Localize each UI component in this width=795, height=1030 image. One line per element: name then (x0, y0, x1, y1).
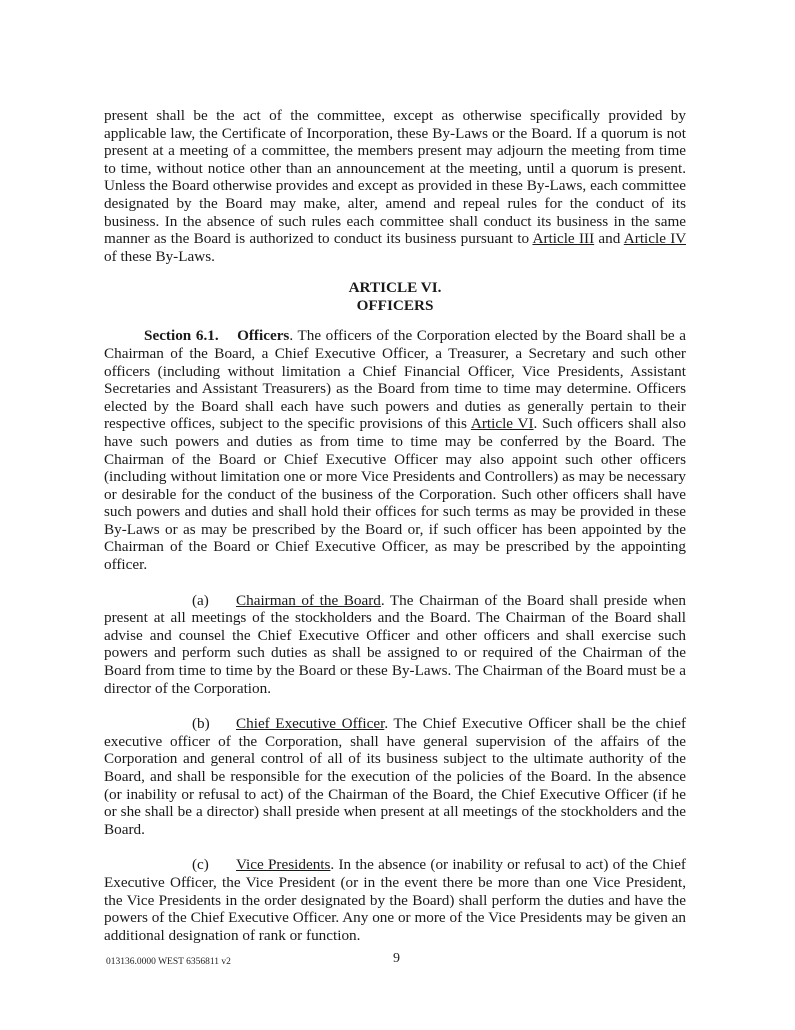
paragraph-text: present shall be the act of the committee, except as otherwise specifically provided by applicable law, the Certificate of Incorporation, these By-Laws or the Board. If a quorum is not present at a meeting of a committee, the members present may adjourn the meeting from time to time, without notice other than an announcement at the meeting, until a quorum is present. Unless the Board otherwise provides and except as provided in these By-Laws, each committee designated by the Board may make, alter, amend and repeal rules for the conduct of its business. In the absence of such rules each committee shall conduct its business in the same manner as the Board is authorized to conduct its business pursuant to (104, 107, 686, 248)
subsection-title: Chief Executive Officer (236, 715, 385, 733)
paragraph-text: . The Chief Executive Officer shall be the chief executive officer of the Corporation, shall have general supervision of the affairs of the Corporation and general control of all of its business subject to the ultimate authority of the Board, and shall be responsible for the execution of the policies of the Board. In the absence (or inability or refusal to act) of the Chairman of the Board, the Chief Executive Officer (if he or she shall be a director) shall preside when present at all meetings of the stockholders and the Board. (104, 715, 686, 838)
subsection-c-paragraph (104, 856, 686, 944)
subsection-letter: (c) (192, 856, 209, 874)
subsection-title: Vice Presidents (236, 856, 331, 874)
document-page (104, 107, 686, 944)
article-title: OFFICERS (356, 297, 434, 315)
article-iv-reference: Article IV (623, 230, 686, 248)
article-number: ARTICLE VI. (348, 279, 442, 297)
footer-document-id: 013136.0000 WEST 6356811 v2 (106, 957, 231, 967)
section-6-1-paragraph (104, 327, 686, 573)
paragraph-text: and (594, 230, 624, 248)
subsection-b-paragraph (104, 715, 686, 838)
continuation-paragraph (104, 107, 686, 265)
paragraph-text: . The officers of the Corporation elected by the Board shall be a Chairman of the Board, a Chief Executive Officer, a Treasurer, a Secretary and such other officers (including without limitation a Chief Financial Officer, Vice Presidents, Assistant Secretaries and Assistant Treasurers) as the Board from time to time may determine. Officers elected by the Board shall each have such powers and duties as generally pertain to their respective offices, subject to the specific provisions of this (104, 327, 687, 433)
article-heading (104, 279, 686, 315)
article-vi-reference: Article VI (470, 415, 534, 433)
article-iii-reference: Article III (532, 230, 595, 248)
section-number: Section 6.1. (144, 327, 219, 345)
paragraph-text: . Such officers shall also have such powers and duties as from time to time may be conferred by the Board. The Chairman of the Board or Chief Executive Officer may also appoint such other officers (including without limitation one or more Vice Presidents and Controllers) as may be necessary or desirable for the conduct of the business of the Corporation. Such other officers shall have such powers and duties and shall hold their offices for such terms as may be provided in these By-Laws or as may be prescribed by the Board or, if such officer has been appointed by the Chairman of the Board or Chief Executive Officer, as may be prescribed by the appointing officer. (104, 415, 686, 574)
footer-page-number: 9 (393, 951, 400, 966)
section-title: Officers (237, 327, 290, 345)
subsection-a-paragraph (104, 592, 686, 698)
paragraph-text: . The Chairman of the Board shall preside when present at all meetings of the stockholders and the Board. The Chairman of the Board shall advise and counsel the Chief Executive Officer and other officers and shall exercise such powers and perform such duties as shall be assigned to or required of the Chairman of the Board from time to time by the Board or these By-Laws. The Chairman of the Board must be a director of the Corporation. (104, 591, 686, 697)
paragraph-text: of these By-Laws. (104, 247, 215, 265)
paragraph-text: . In the absence (or inability or refusal to act) of the Chief Executive Officer, the Vice President (or in the event there be more than one Vice President, the Vice Presidents in the order designated by the Board) shall perform the duties and have the powers of the Chief Executive Officer. Any one or more of the Vice Presidents may be given an additional designation of rank or function. (104, 856, 686, 944)
subsection-letter: (a) (192, 591, 209, 609)
subsection-title: Chairman of the Board (236, 591, 381, 609)
subsection-letter: (b) (192, 715, 210, 733)
